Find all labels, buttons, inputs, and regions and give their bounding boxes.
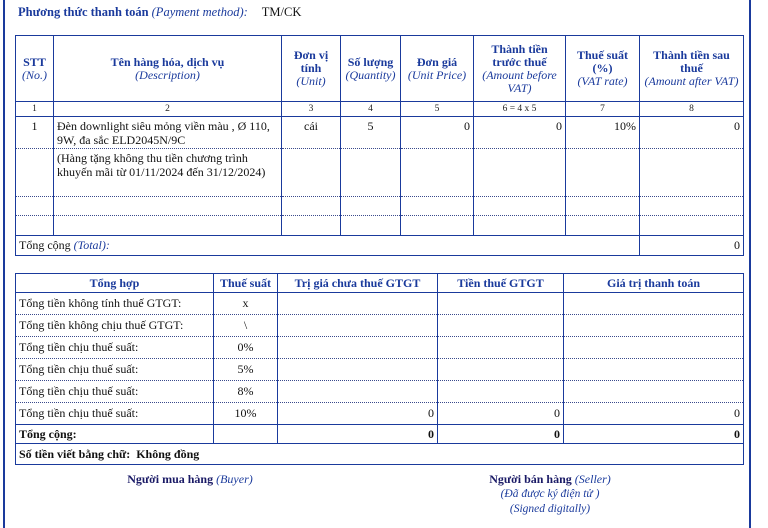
table-row bbox=[16, 381, 744, 403]
payment-method-label: Phương thức thanh toán bbox=[18, 5, 149, 19]
items-total-label: Tổng cộng (Total): bbox=[16, 236, 640, 256]
summary-rate: 8% bbox=[214, 381, 278, 403]
summary-label: Tổng tiền không tính thuế GTGT: bbox=[16, 293, 214, 315]
table-row bbox=[16, 149, 744, 197]
summary-tax bbox=[438, 293, 564, 315]
summary-pretax bbox=[278, 381, 438, 403]
summary-sum-total: 0 bbox=[564, 425, 744, 444]
summary-pretax bbox=[278, 293, 438, 315]
items-total-row bbox=[16, 236, 744, 256]
summary-header: Tổng hợp bbox=[16, 274, 214, 293]
item-description: (Hàng tặng không thu tiền chương trình khuyến mãi từ 01/11/2024 đến 31/12/2024) bbox=[54, 149, 282, 197]
summary-pretax bbox=[278, 359, 438, 381]
table-row bbox=[16, 315, 744, 337]
header-unit-price: Đơn giá (Unit Price) bbox=[401, 36, 474, 102]
payment-method-value: TM/CK bbox=[261, 5, 302, 19]
item-vat-rate bbox=[566, 149, 640, 197]
header-amount-before-vat: Thành tiền trước thuế (Amount before VAT) bbox=[474, 36, 566, 102]
summary-total: 0 bbox=[564, 403, 744, 425]
table-row bbox=[16, 359, 744, 381]
item-quantity: 5 bbox=[341, 117, 401, 149]
column-number: 5 bbox=[401, 102, 474, 117]
items-total-value: 0 bbox=[640, 236, 744, 256]
item-no bbox=[16, 149, 54, 197]
amount-in-words-value: Không đồng bbox=[136, 446, 200, 461]
summary-sum-row bbox=[16, 425, 744, 444]
summary-rate: x bbox=[214, 293, 278, 315]
summary-total bbox=[564, 381, 744, 403]
payment-method bbox=[18, 5, 301, 20]
summary-tax bbox=[438, 359, 564, 381]
summary-sum-label: Tổng cộng: bbox=[16, 425, 214, 444]
seller-signature bbox=[450, 472, 650, 517]
column-number: 6 = 4 x 5 bbox=[474, 102, 566, 117]
header-description: Tên hàng hóa, dịch vụ (Description) bbox=[54, 36, 282, 102]
summary-pretax: 0 bbox=[278, 403, 438, 425]
table-row-empty bbox=[16, 197, 744, 216]
items-table bbox=[15, 35, 744, 256]
summary-pretax bbox=[278, 315, 438, 337]
amount-in-words bbox=[16, 444, 744, 465]
buyer-signature bbox=[90, 472, 290, 487]
summary-rate: \ bbox=[214, 315, 278, 337]
summary-total bbox=[564, 315, 744, 337]
column-number-row bbox=[16, 102, 744, 117]
item-unit-price: 0 bbox=[401, 117, 474, 149]
summary-rate: 5% bbox=[214, 359, 278, 381]
summary-header: Giá trị thanh toán bbox=[564, 274, 744, 293]
item-unit: cái bbox=[282, 117, 341, 149]
summary-label: Tổng tiền chịu thuế suất: bbox=[16, 381, 214, 403]
seller-signed-note-en: (Signed digitally) bbox=[509, 503, 591, 515]
summary-pretax bbox=[278, 337, 438, 359]
summary-tax bbox=[438, 381, 564, 403]
buyer-title: Người mua hàng bbox=[127, 472, 214, 486]
summary-rate: 10% bbox=[214, 403, 278, 425]
summary-tax bbox=[438, 315, 564, 337]
column-number: 3 bbox=[282, 102, 341, 117]
table-row bbox=[16, 117, 744, 149]
item-no: 1 bbox=[16, 117, 54, 149]
column-number: 8 bbox=[640, 102, 744, 117]
summary-sum-pretax: 0 bbox=[278, 425, 438, 444]
column-number: 1 bbox=[16, 102, 54, 117]
column-number: 7 bbox=[566, 102, 640, 117]
summary-label: Tổng tiền không chịu thuế GTGT: bbox=[16, 315, 214, 337]
summary-tax bbox=[438, 337, 564, 359]
items-header-row bbox=[16, 36, 744, 102]
summary-header: Tiền thuế GTGT bbox=[438, 274, 564, 293]
item-quantity bbox=[341, 149, 401, 197]
item-amount-before-vat: 0 bbox=[474, 117, 566, 149]
table-row bbox=[16, 293, 744, 315]
payment-method-label-en: (Payment method): bbox=[151, 5, 248, 19]
header-vat-rate: Thuế suất (%) (VAT rate) bbox=[566, 36, 640, 102]
vat-summary-table bbox=[15, 273, 744, 465]
seller-title-en: (Seller) bbox=[574, 472, 611, 486]
amount-in-words-label: Số tiền viết bằng chữ: bbox=[19, 446, 131, 461]
item-amount-before-vat bbox=[474, 149, 566, 197]
item-description: Đèn downlight siêu mỏng viền màu , Ø 110, 9W, đa sắc ELD2045N/9C bbox=[54, 117, 282, 149]
item-unit bbox=[282, 149, 341, 197]
summary-label: Tổng tiền chịu thuế suất: bbox=[16, 337, 214, 359]
item-amount-after-vat: 0 bbox=[640, 117, 744, 149]
header-no: STT (No.) bbox=[16, 36, 54, 102]
summary-header: Thuế suất bbox=[214, 274, 278, 293]
buyer-title-en: (Buyer) bbox=[216, 472, 253, 486]
table-row bbox=[16, 403, 744, 425]
summary-rate: 0% bbox=[214, 337, 278, 359]
summary-total bbox=[564, 359, 744, 381]
seller-signed-note: (Đã được ký điện tử ) bbox=[500, 488, 600, 500]
item-vat-rate: 10% bbox=[566, 117, 640, 149]
item-unit-price bbox=[401, 149, 474, 197]
summary-tax: 0 bbox=[438, 403, 564, 425]
header-amount-after-vat: Thành tiền sau thuế (Amount after VAT) bbox=[640, 36, 744, 102]
summary-sum-tax: 0 bbox=[438, 425, 564, 444]
header-quantity: Số lượng (Quantity) bbox=[341, 36, 401, 102]
summary-total bbox=[564, 337, 744, 359]
amount-in-words-row bbox=[16, 444, 744, 465]
header-unit: Đơn vị tính (Unit) bbox=[282, 36, 341, 102]
summary-header-row bbox=[16, 274, 744, 293]
column-number: 4 bbox=[341, 102, 401, 117]
summary-label: Tổng tiền chịu thuế suất: bbox=[16, 359, 214, 381]
table-row bbox=[16, 337, 744, 359]
summary-header: Trị giá chưa thuế GTGT bbox=[278, 274, 438, 293]
item-amount-after-vat bbox=[640, 149, 744, 197]
summary-label: Tổng tiền chịu thuế suất: bbox=[16, 403, 214, 425]
seller-title: Người bán hàng bbox=[489, 472, 572, 486]
table-row-empty bbox=[16, 216, 744, 236]
summary-total bbox=[564, 293, 744, 315]
column-number: 2 bbox=[54, 102, 282, 117]
